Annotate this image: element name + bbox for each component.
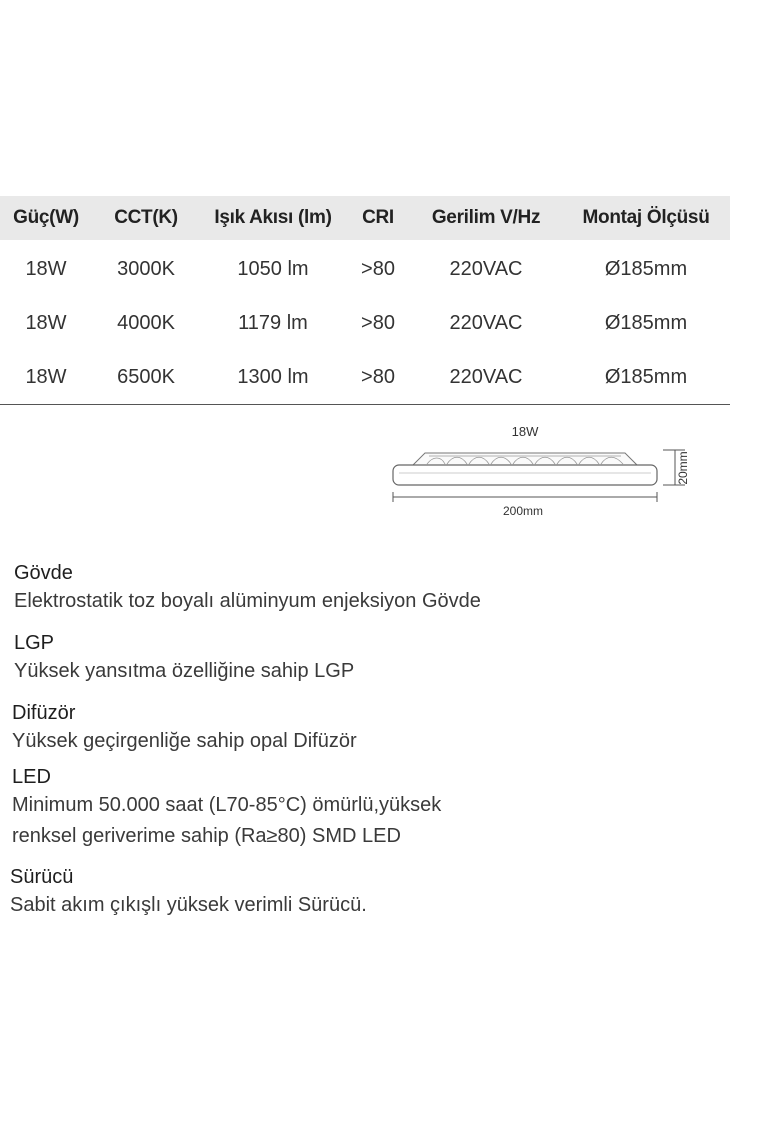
cell-mount-size: Ø185mm (604, 311, 688, 334)
table-header-row (0, 196, 730, 240)
header-cri: CRI (346, 196, 410, 240)
cell-cri: >80 (361, 257, 395, 280)
cell-cri: >80 (346, 350, 410, 405)
cell-power: 18W (0, 350, 92, 405)
cell-mount-size: Ø185mm (604, 257, 688, 280)
cell-mount-size: Ø185mm (562, 350, 730, 405)
cell-power: 18W (25, 311, 67, 334)
feature-description: Yüksek geçirgenliğe sahip opal Difüzör (12, 730, 357, 752)
cell-lumen: 1300 lm (200, 350, 346, 405)
cell-cri: >80 (361, 311, 395, 334)
feature-driver (10, 864, 367, 921)
feature-description: Elektrostatik toz boyalı alüminyum enjeksiyon Gövde (14, 590, 481, 612)
drawing-height-label: 20mm (676, 451, 690, 485)
feature-title: Gövde (14, 562, 73, 584)
header-mount-size: Montaj Ölçüsü (562, 196, 730, 240)
drawing-width-label: 200mm (502, 504, 544, 518)
cell-cct: 6500K (92, 350, 200, 405)
cell-voltage: 220VAC (410, 350, 562, 405)
feature-title: Difüzör (12, 702, 76, 724)
feature-description: Minimum 50.000 saat (L70-85°C) ömürlü,yüksek (12, 794, 442, 816)
header-lumen: Işık Akısı (lm) (200, 196, 346, 240)
cell-power: 18W (25, 257, 67, 280)
header-cct: CCT(K) (92, 196, 200, 240)
feature-description: renksel geriverime sahip (Ra≥80) SMD LED (12, 825, 401, 847)
feature-diffuser (12, 700, 357, 757)
cell-voltage: 220VAC (449, 311, 523, 334)
cell-lumen: 1050 lm (237, 257, 309, 280)
feature-description: Sabit akım çıkışlı yüksek verimli Sürücü. (10, 894, 367, 916)
feature-led (12, 764, 441, 852)
table-row (0, 296, 730, 350)
feature-description: Yüksek yansıtma özelliğine sahip LGP (14, 660, 355, 682)
cell-voltage: 220VAC (449, 257, 523, 280)
spec-table (0, 196, 730, 405)
header-power: Güç(W) (0, 196, 92, 240)
table-row (0, 350, 730, 405)
cell-lumen: 1179 lm (238, 311, 308, 334)
header-voltage: Gerilim V/Hz (410, 196, 562, 240)
feature-lgp (14, 630, 354, 687)
feature-body (14, 560, 481, 617)
feature-title: Sürücü (10, 866, 74, 888)
drawing-power-label: 18W (511, 424, 539, 439)
feature-title: LED (12, 766, 51, 788)
technical-drawing (385, 418, 705, 528)
feature-title: LGP (14, 632, 55, 654)
cell-cct: 3000K (117, 257, 175, 280)
table-row (0, 240, 730, 296)
cell-cct: 4000K (117, 311, 175, 334)
